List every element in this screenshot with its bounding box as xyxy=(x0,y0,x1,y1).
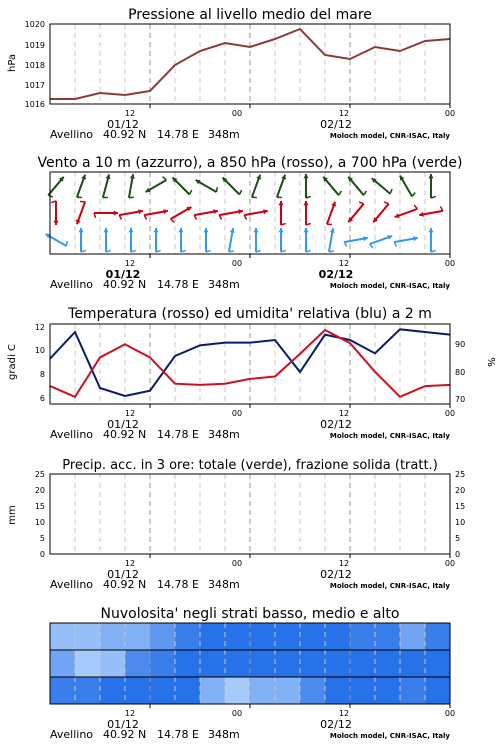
wind-title: Vento a 10 m (azzurro), a 850 hPa (rosso), a 700 hPa (verde) xyxy=(37,155,462,171)
temp-title: Temperatura (rosso) ed umidita' relativa (blu) a 2 m xyxy=(67,306,432,322)
wind-barb xyxy=(103,228,110,252)
cloud-cell xyxy=(400,650,426,677)
wind-barb xyxy=(146,177,167,192)
pressure-grid xyxy=(75,24,450,108)
temp-ytick: 6 xyxy=(40,394,45,403)
x-tick-label: 00 xyxy=(232,109,242,118)
cloud-cell xyxy=(100,677,126,704)
model-credit: Moloch model, CNR-ISAC, Italy xyxy=(330,582,451,590)
cloud-cell xyxy=(175,650,201,677)
cloud-cell xyxy=(125,677,151,704)
pressure-ytick: 1020 xyxy=(25,20,45,29)
temp-ytick: 8 xyxy=(40,370,45,379)
wind-barb xyxy=(419,207,443,217)
cloud-cell xyxy=(150,650,176,677)
precip-ylabel: mm xyxy=(7,505,18,524)
temp-ytick: 12 xyxy=(35,323,45,332)
wind-barb xyxy=(303,228,310,252)
cloud-cell xyxy=(150,623,176,650)
wind-barb xyxy=(203,228,210,252)
date-label: 01/12 xyxy=(107,568,139,581)
wind-barb xyxy=(78,228,85,252)
cloud-cell xyxy=(275,650,301,677)
pressure-ytick: 1018 xyxy=(25,61,45,70)
temp-ytick: 10 xyxy=(35,346,45,355)
wind-barb xyxy=(327,202,336,225)
cloud-cell xyxy=(325,623,351,650)
cloud-cell xyxy=(250,650,276,677)
footer xyxy=(50,409,455,441)
cloud-cell xyxy=(125,650,151,677)
precip-ytick: 0 xyxy=(40,550,45,559)
wind-barb xyxy=(103,174,111,197)
precip-ytick-right: 0 xyxy=(455,550,460,559)
precip-ytick-right: 15 xyxy=(455,502,465,511)
model-credit: Moloch model, CNR-ISAC, Italy xyxy=(330,132,451,140)
wind-barb xyxy=(77,175,86,198)
pressure-title: Pressione al livello medio del mare xyxy=(128,7,372,23)
wind-barb xyxy=(94,210,118,217)
wind-barb xyxy=(303,201,310,225)
location-lat: 40.92 N xyxy=(103,428,146,441)
cloud-cell xyxy=(200,677,226,704)
wind-barb xyxy=(46,234,68,246)
location-elev: 348m xyxy=(208,428,240,441)
wind-barb xyxy=(153,228,160,252)
cloud-cell xyxy=(325,677,351,704)
x-tick-label: 00 xyxy=(445,559,455,568)
date-label: 01/12 xyxy=(107,418,139,431)
cloud-cell xyxy=(275,623,301,650)
cloud-cell xyxy=(375,650,401,677)
date-label: 02/12 xyxy=(320,568,352,581)
wind-barb xyxy=(344,236,368,246)
wind-barb xyxy=(400,176,415,197)
x-tick-label: 12 xyxy=(339,559,349,568)
cloud-cell xyxy=(200,650,226,677)
cloud-cell xyxy=(75,623,101,650)
cloud-cell xyxy=(250,623,276,650)
location-elev: 348m xyxy=(208,728,240,741)
wind-barb xyxy=(394,236,418,246)
cloud-cell xyxy=(150,677,176,704)
location-lon: 14.78 E xyxy=(157,128,199,141)
wind-barb xyxy=(144,209,168,219)
wind-barb xyxy=(171,207,192,222)
cloud-cell xyxy=(375,677,401,704)
cloud-cell xyxy=(300,650,326,677)
cloud-cell xyxy=(300,623,326,650)
wind-barb xyxy=(252,175,261,198)
cloud-cell xyxy=(225,650,251,677)
date-label: 02/12 xyxy=(319,268,354,281)
wind-barb xyxy=(194,209,218,219)
date-label: 02/12 xyxy=(320,118,352,131)
wind-barb xyxy=(373,202,388,222)
cloud-cell xyxy=(175,623,201,650)
x-tick-label: 12 xyxy=(125,259,135,268)
x-tick-label: 12 xyxy=(339,259,349,268)
precip-title: Precip. acc. in 3 ore: totale (verde), frazione solida (tratt.) xyxy=(62,458,438,473)
precip-ytick-right: 10 xyxy=(455,518,465,527)
location-name: Avellino xyxy=(50,728,93,741)
wind-barb xyxy=(348,202,363,222)
location-lon: 14.78 E xyxy=(157,428,199,441)
precip-ytick-right: 20 xyxy=(455,486,465,495)
wind-barb xyxy=(48,177,63,197)
location-lat: 40.92 N xyxy=(103,728,146,741)
cloud-cell xyxy=(100,623,126,650)
x-tick-label: 12 xyxy=(339,709,349,718)
temp-panel xyxy=(7,306,496,408)
cloud-cell xyxy=(350,677,376,704)
pressure-ytick: 1019 xyxy=(25,41,45,50)
wind-barb xyxy=(370,235,393,248)
cloud-cell xyxy=(225,623,251,650)
x-tick-label: 00 xyxy=(232,259,242,268)
x-tick-label: 00 xyxy=(232,409,242,418)
wind-barb xyxy=(303,174,310,198)
wind-barb xyxy=(178,228,185,252)
x-tick-label: 00 xyxy=(445,109,455,118)
wind-barb xyxy=(229,228,235,252)
location-lon: 14.78 E xyxy=(157,578,199,591)
temp-ylabel: gradi C xyxy=(7,344,18,380)
cloud-cell xyxy=(400,623,426,650)
wind-barb xyxy=(428,174,435,198)
pressure-panel xyxy=(7,7,450,109)
wind-barb xyxy=(128,228,135,252)
wind-barb xyxy=(253,228,260,252)
x-tick-label: 12 xyxy=(125,709,135,718)
footer xyxy=(50,559,455,591)
location-name: Avellino xyxy=(50,578,93,591)
precip-ytick: 15 xyxy=(35,502,45,511)
location-lat: 40.92 N xyxy=(103,578,146,591)
location-lat: 40.92 N xyxy=(103,278,146,291)
model-credit: Moloch model, CNR-ISAC, Italy xyxy=(330,732,451,740)
humidity-ytick: 90 xyxy=(455,340,465,349)
location-lon: 14.78 E xyxy=(157,278,199,291)
model-credit: Moloch model, CNR-ISAC, Italy xyxy=(330,432,451,440)
cloud-cell xyxy=(225,677,251,704)
location-elev: 348m xyxy=(208,278,240,291)
x-tick-label: 12 xyxy=(125,409,135,418)
precip-ytick-right: 25 xyxy=(455,470,465,479)
cloud-cell xyxy=(275,677,301,704)
pressure-ylabel: hPa xyxy=(7,54,18,72)
precip-ytick-right: 5 xyxy=(455,534,460,543)
cloud-cell xyxy=(50,677,76,704)
cloud-cell xyxy=(350,650,376,677)
cloud-cell xyxy=(100,650,126,677)
footer xyxy=(50,709,455,741)
wind-barb xyxy=(129,174,135,198)
model-credit: Moloch model, CNR-ISAC, Italy xyxy=(330,282,451,290)
precip-ytick: 20 xyxy=(35,486,45,495)
cloud-cell xyxy=(75,677,101,704)
cloud-cell xyxy=(200,623,226,650)
cloud-cell xyxy=(125,623,151,650)
wind-barb xyxy=(219,209,243,219)
cloud-cell xyxy=(425,650,451,677)
x-tick-label: 00 xyxy=(232,559,242,568)
cloud-cell xyxy=(175,677,201,704)
cloud-cell xyxy=(350,623,376,650)
location-name: Avellino xyxy=(50,278,93,291)
humidity-ytick: 70 xyxy=(455,395,465,404)
cloud-cell xyxy=(50,650,76,677)
wind-barb xyxy=(323,177,341,195)
date-label: 01/12 xyxy=(107,118,139,131)
wind-barb xyxy=(196,180,218,192)
precip-ytick: 5 xyxy=(40,534,45,543)
wind-barb xyxy=(76,202,85,225)
x-tick-label: 12 xyxy=(339,109,349,118)
wind-barb xyxy=(278,201,285,225)
precip-panel xyxy=(7,458,465,559)
x-tick-label: 12 xyxy=(125,109,135,118)
x-tick-label: 00 xyxy=(232,709,242,718)
footer xyxy=(50,259,455,291)
cloud-cell xyxy=(400,677,426,704)
wind-barb xyxy=(278,228,285,252)
humidity-ytick: 80 xyxy=(455,368,465,377)
location-name: Avellino xyxy=(50,128,93,141)
location-lon: 14.78 E xyxy=(157,728,199,741)
x-tick-label: 12 xyxy=(339,409,349,418)
date-label: 02/12 xyxy=(320,718,352,731)
wind-barb xyxy=(277,175,286,198)
x-tick-label: 00 xyxy=(445,259,455,268)
wind-barbs xyxy=(46,174,443,252)
wind-barb xyxy=(395,205,418,218)
footer xyxy=(50,109,455,141)
wind-panel xyxy=(37,155,462,258)
wind-barb xyxy=(428,228,435,252)
date-label: 02/12 xyxy=(320,418,352,431)
precip-grid xyxy=(75,474,450,558)
x-tick-label: 12 xyxy=(125,559,135,568)
pressure-ytick: 1016 xyxy=(25,100,45,109)
wind-barb xyxy=(244,209,268,219)
humidity-ylabel: % xyxy=(485,357,496,367)
x-tick-label: 00 xyxy=(445,409,455,418)
location-name: Avellino xyxy=(50,428,93,441)
wind-barb xyxy=(51,201,58,225)
cloud-cell xyxy=(250,677,276,704)
cloud-cell xyxy=(300,677,326,704)
location-elev: 348m xyxy=(208,578,240,591)
cloud-cell xyxy=(375,623,401,650)
location-lat: 40.92 N xyxy=(103,128,146,141)
precip-ytick: 25 xyxy=(35,470,45,479)
cloud-cell xyxy=(75,650,101,677)
precip-ytick: 10 xyxy=(35,518,45,527)
x-tick-label: 00 xyxy=(445,709,455,718)
wind-barb xyxy=(119,209,143,219)
pressure-ytick: 1017 xyxy=(25,81,45,90)
cloud-cell xyxy=(425,623,451,650)
cloud-cell xyxy=(425,677,451,704)
location-elev: 348m xyxy=(208,128,240,141)
cloud-cell xyxy=(50,623,76,650)
wind-barb xyxy=(348,177,366,195)
cloud-panel xyxy=(50,606,451,708)
cloud-cell xyxy=(325,650,351,677)
cloud-title: Nuvolosita' negli strati basso, medio e alto xyxy=(101,606,400,622)
date-label: 01/12 xyxy=(106,268,141,281)
wind-barb xyxy=(329,228,335,252)
date-label: 01/12 xyxy=(107,718,139,731)
